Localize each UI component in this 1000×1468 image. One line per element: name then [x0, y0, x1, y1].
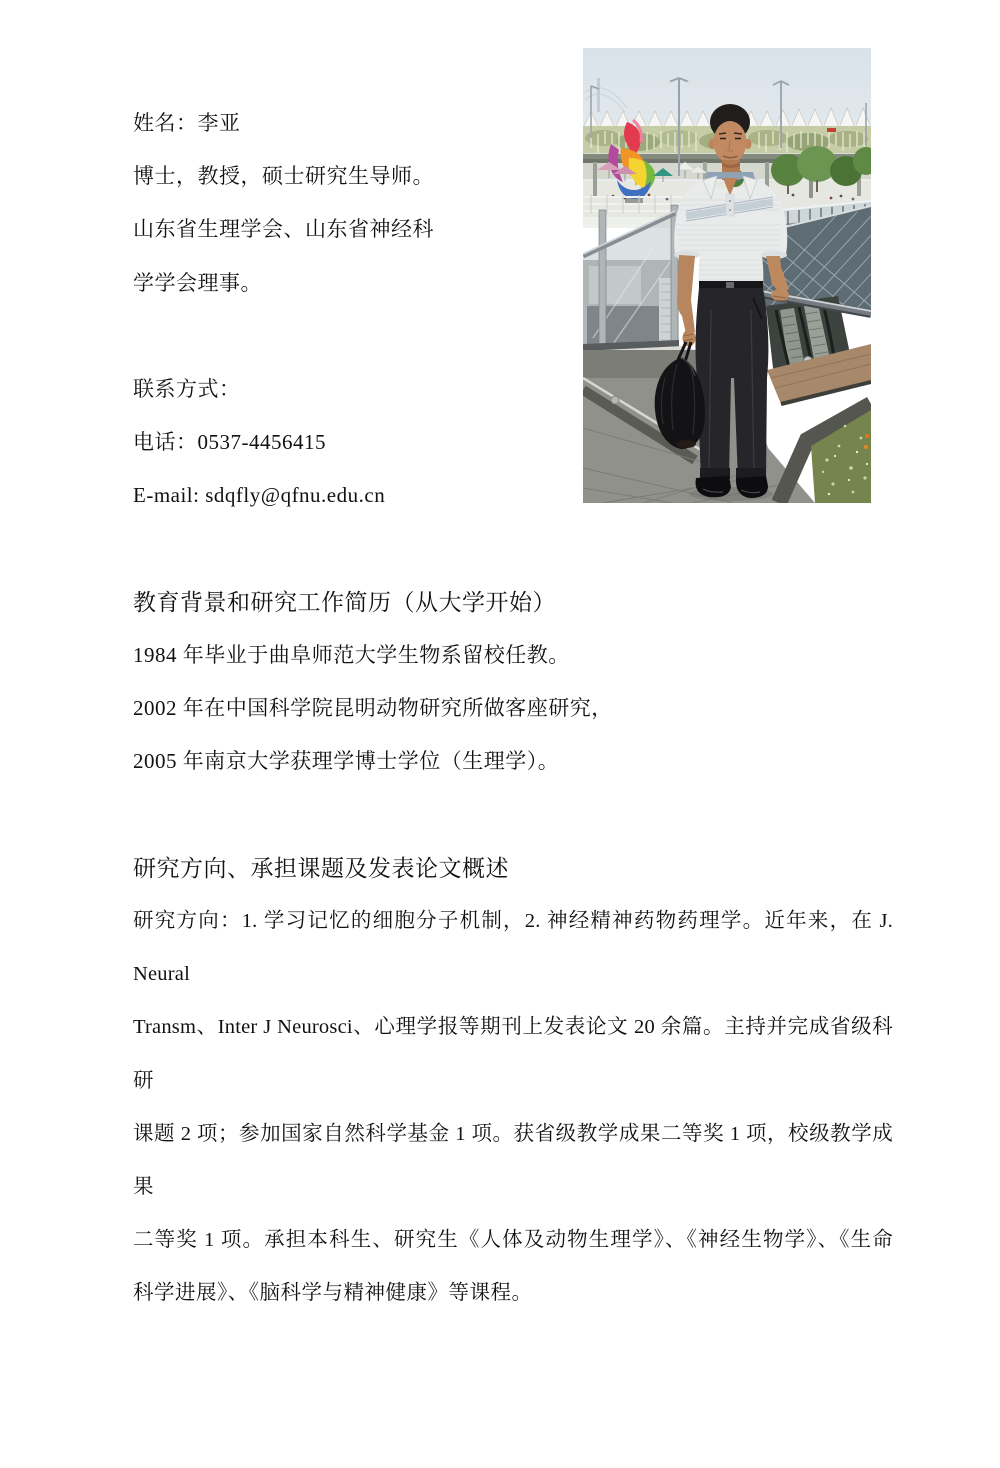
research-heading: 研究方向、承担课题及发表论文概述 — [133, 855, 509, 881]
phone-line: 电话：0537-4456415 — [133, 430, 326, 455]
research-line: 课题 2 项；参加国家自然科学基金 1 项。获省级教学成果二等奖 1 项，校级教学成果 — [133, 1122, 893, 1199]
society-line-2: 学学会理事。 — [133, 270, 262, 295]
society-line-1: 山东省生理学会、山东省神经科 — [133, 217, 434, 242]
koi-fish — [865, 434, 869, 438]
research-line: 科学进展》、《脑科学与精神健康》等课程。 — [133, 1282, 533, 1305]
research-line: 研究方向：1. 学习记忆的细胞分子机制，2. 神经精神药物药理学。近年来，在 J. Neural — [133, 910, 893, 986]
education-line: 2005 年南京大学获理学博士学位（生理学）。 — [133, 749, 560, 774]
contact-heading: 联系方式： — [133, 377, 241, 401]
research-line: 二等奖 1 项。承担本科生、研究生《人体及动物生理学》、《神经生物学》、《生命 — [133, 1229, 893, 1252]
education-heading: 教育背景和研究工作简历（从大学开始） — [133, 589, 556, 615]
koi-fish — [864, 445, 868, 449]
pond — [779, 404, 871, 503]
blank-line — [133, 789, 893, 842]
research-line: Transm、Inter J Neurosci、心理学报等期刊上发表论文 20 余篇。主持并完成省级科研 — [133, 1016, 893, 1092]
education-line: 2002 年在中国科学院昆明动物研究所做客座研究， — [133, 696, 613, 721]
title-line: 博士，教授，硕士研究生导师。 — [133, 164, 434, 189]
far-railing — [583, 195, 683, 213]
profile-photo — [583, 48, 871, 503]
education-line: 1984 年毕业于曲阜师范大学生物系留校任教。 — [133, 643, 570, 667]
email-line: E-mail: sdqfly@qfnu.edu.cn — [133, 483, 386, 508]
blank-line — [133, 523, 893, 576]
name-line: 姓名：李亚 — [133, 111, 241, 135]
